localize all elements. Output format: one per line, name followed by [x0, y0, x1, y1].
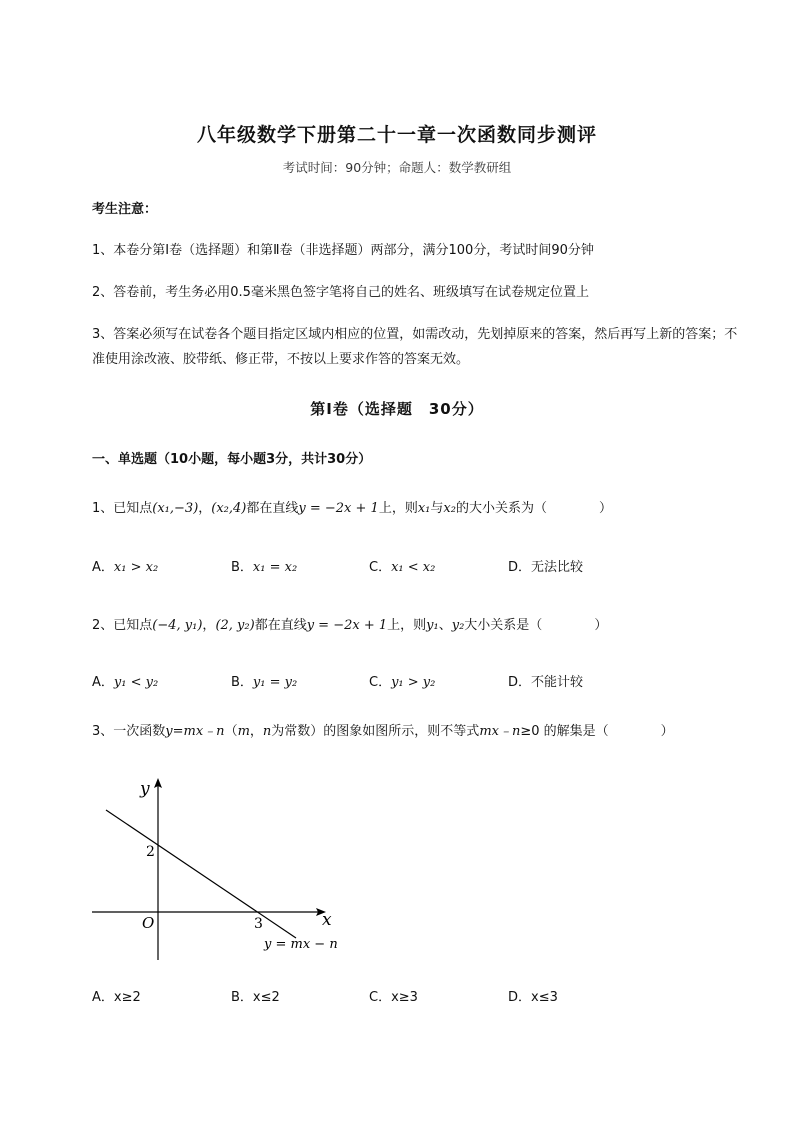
- y-intercept-label: 2: [146, 844, 155, 860]
- x-axis-label: x: [322, 910, 332, 930]
- q2-var-2: y₂: [451, 618, 465, 633]
- notice-item-2: 2、答卷前，考生务必用0.5毫米黑色签字笔将自己的姓名、班级填写在试卷规定位置上: [92, 285, 589, 300]
- q2-option-b[interactable]: [231, 672, 297, 694]
- option-label: D．: [508, 560, 532, 575]
- notice-item-3: 3、答案必须写在试卷各个题目指定区域内相应的位置，如需改动，先划掉原来的答案，然后再写上新的答案；不准使用涂改液、胶带纸、修正带，不按以上要求作答的答案无效。: [92, 327, 738, 367]
- q1-option-c[interactable]: [369, 557, 435, 579]
- q1-mid: 都在直线: [246, 501, 299, 516]
- q1-tail-a: 上，则: [378, 501, 418, 516]
- q3-function-graph: [88, 768, 348, 968]
- page-title: 八年级数学下册第二十一章一次函数同步测评: [196, 124, 597, 146]
- q2-sep: ，: [202, 618, 216, 633]
- option-text: 不能计较: [531, 675, 584, 690]
- notice-heading: 考生注意：: [92, 202, 158, 217]
- option-text: y₁ = y₂: [252, 675, 298, 690]
- q2-prefix: 2、已知点: [92, 618, 153, 633]
- q1-close: ）: [598, 501, 612, 516]
- q1-line-equation: y = −2x + 1: [298, 501, 379, 516]
- q3-inequality: mx﹣n: [479, 724, 521, 739]
- option-text: x₁ < x₂: [391, 560, 436, 575]
- q3-paren-open: （: [224, 724, 238, 739]
- q1-sep: ，: [198, 501, 212, 516]
- question-2: [92, 614, 607, 638]
- option-text: 无法比较: [531, 560, 584, 575]
- option-text: y₁ < y₂: [113, 675, 159, 690]
- q1-var-1: x₁: [417, 501, 431, 516]
- function-line: [106, 810, 296, 938]
- exam-subtitle: 考试时间：90分钟；命题人：数学教研组: [282, 160, 512, 175]
- option-text: x₁ = x₂: [252, 560, 298, 575]
- option-label: A．: [92, 675, 114, 690]
- question-3: [92, 720, 674, 744]
- q2-point-2: (2, y₂): [215, 618, 255, 633]
- q2-option-d[interactable]: [508, 672, 583, 694]
- option-label: D．: [508, 675, 532, 690]
- option-label: A．: [92, 560, 114, 575]
- option-text: x₁ > x₂: [113, 560, 159, 575]
- q2-and: 、: [438, 618, 452, 633]
- q1-tail-b: 的大小关系为（: [455, 501, 547, 516]
- notice-item-1: 1、本卷分第I卷（选择题）和第Ⅱ卷（非选择题）两部分，满分100分，考试时间90分钟: [92, 243, 594, 258]
- q2-tail-b: 大小关系是（: [464, 618, 543, 633]
- q3-option-c[interactable]: [369, 987, 418, 1009]
- q3-function: y=mx﹣n: [165, 724, 225, 739]
- option-label: D．: [508, 990, 532, 1005]
- q2-line-equation: y = −2x + 1: [306, 618, 388, 633]
- question-1: [92, 497, 612, 521]
- q2-close: ）: [594, 618, 608, 633]
- q3-var-m: m: [237, 724, 250, 739]
- q3-var-n: n: [262, 724, 272, 739]
- q2-point-1: (−4, y₁): [152, 618, 203, 633]
- x-intercept-label: 3: [254, 916, 263, 932]
- option-label: C．: [369, 990, 392, 1005]
- q2-tail-a: 上，则: [387, 618, 427, 633]
- option-label: C．: [369, 675, 392, 690]
- q2-mid: 都在直线: [254, 618, 307, 633]
- q1-point-1: (x₁,−3): [152, 501, 199, 516]
- q2-var-1: y₁: [426, 618, 439, 633]
- q3-option-d[interactable]: [508, 987, 558, 1009]
- q1-var-2: x₂: [443, 501, 456, 516]
- origin-label: O: [142, 914, 155, 932]
- option-label: B．: [231, 560, 253, 575]
- q1-option-a[interactable]: [92, 557, 158, 579]
- section-title: 第I卷（选择题 30分）: [310, 400, 484, 418]
- q2-option-c[interactable]: [369, 672, 435, 694]
- q3-option-b[interactable]: [231, 987, 280, 1009]
- q2-option-a[interactable]: [92, 672, 158, 694]
- q1-option-d[interactable]: [508, 557, 583, 579]
- line-equation-label: y = mx − n: [264, 937, 338, 952]
- option-label: B．: [231, 675, 253, 690]
- q3-tail: ≥0 的解集是（: [520, 724, 609, 739]
- option-label: C．: [369, 560, 392, 575]
- option-text: x≥3: [391, 990, 418, 1005]
- option-text: x≤3: [531, 990, 558, 1005]
- q1-option-b[interactable]: [231, 557, 297, 579]
- q3-prefix: 3、一次函数: [92, 724, 166, 739]
- q1-and: 与: [430, 501, 444, 516]
- q3-close: ）: [660, 724, 674, 739]
- option-text: x≥2: [113, 990, 141, 1005]
- part-heading: 一、单选题（10小题，每小题3分，共计30分）: [92, 452, 372, 467]
- q3-comma: ，: [249, 724, 263, 739]
- q1-point-2: (x₂,4): [211, 501, 247, 516]
- q3-paren-text: 为常数）的图象如图所示，则不等式: [271, 724, 480, 739]
- q1-prefix: 1、已知点: [92, 501, 153, 516]
- option-label: A．: [92, 990, 114, 1005]
- y-axis-label: y: [140, 779, 150, 799]
- option-text: x≤2: [252, 990, 280, 1005]
- option-label: B．: [231, 990, 253, 1005]
- q3-option-a[interactable]: [92, 987, 141, 1009]
- option-text: y₁ > y₂: [391, 675, 436, 690]
